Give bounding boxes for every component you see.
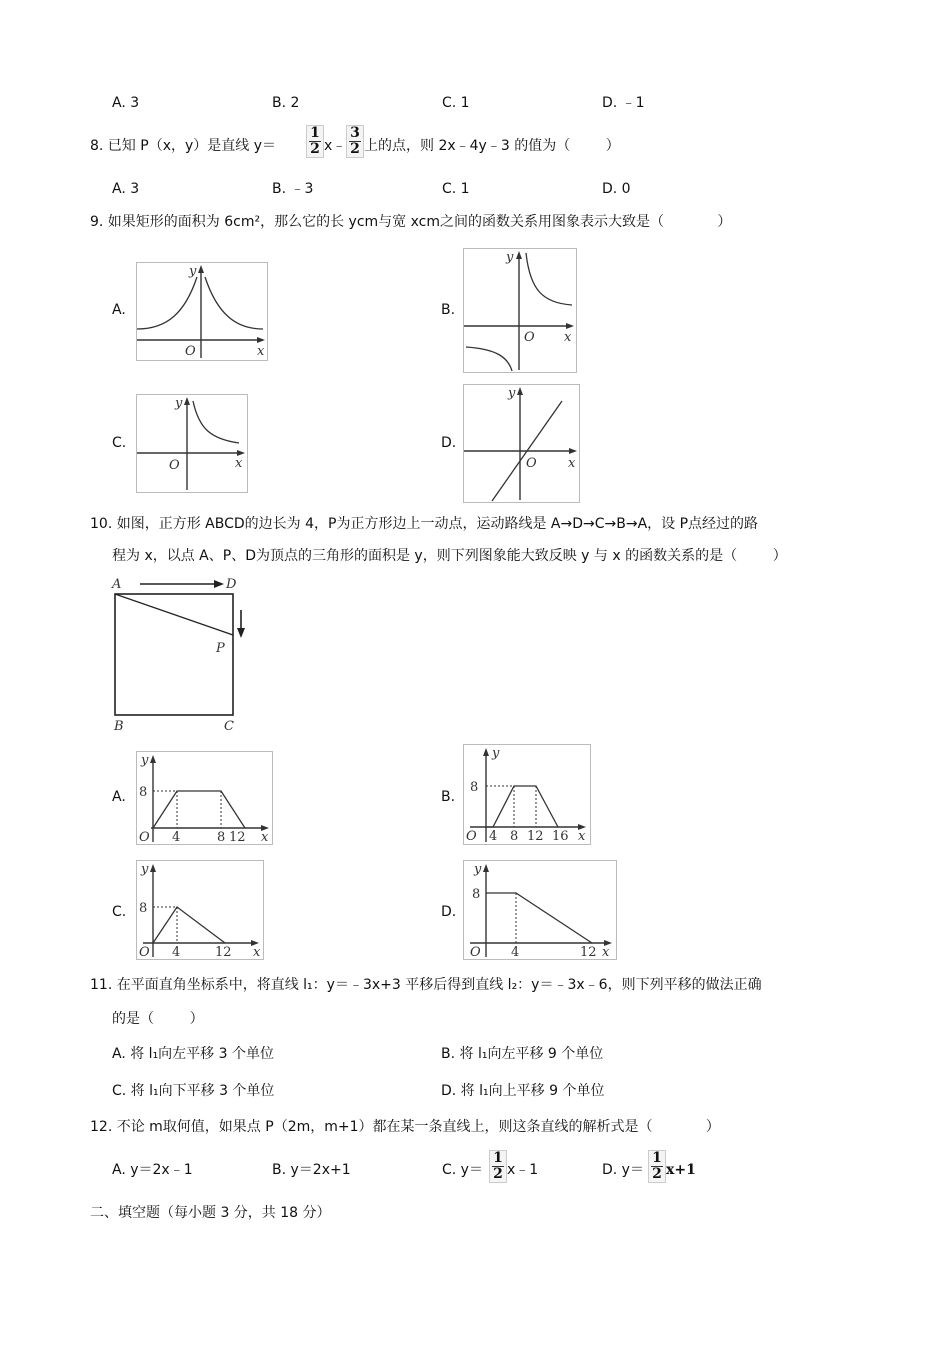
q12-option-c-fraction: 1 2: [489, 1150, 507, 1183]
q11-stem-line2: 的是（ ）: [112, 1011, 204, 1027]
q10b-origin-label: O: [466, 829, 477, 844]
q9c-origin-label: O: [169, 458, 180, 473]
q9-graph-c: [136, 394, 248, 493]
q8-option-d: D. 0: [602, 181, 631, 197]
section-2-heading: 二、填空题（每小题 3 分，共 18 分）: [90, 1205, 331, 1221]
q8-stem-pre: 8. 已知 P（x，y）是直线 y＝: [90, 138, 277, 154]
q10b-x-label: x: [578, 829, 586, 844]
q10-graph-b: [463, 744, 591, 845]
q10d-x-label: x: [602, 945, 610, 959]
q11-option-a: A. 将 l₁向左平移 3 个单位: [112, 1046, 274, 1062]
q9-label-d: D.: [441, 435, 457, 451]
q12-stem: 12. 不论 m取何值，如果点 P（2m，m+1）都在某一条直线上，则这条直线的解析式是（ ）: [90, 1119, 720, 1135]
q10-label-c: C.: [112, 904, 127, 920]
q9-label-b: B.: [441, 302, 456, 318]
q8-fraction-1: 1 2: [306, 125, 324, 158]
q9-label-a: A.: [112, 302, 126, 318]
q12-option-a: A. y＝2x﹣1: [112, 1162, 193, 1178]
q9b-origin-label: O: [524, 330, 535, 345]
q10d-tick-y8: 8: [472, 887, 481, 902]
q9c-y-label: y: [175, 396, 183, 411]
q10b-tick-y8: 8: [470, 780, 479, 795]
q10a-tick-x8: 8: [217, 830, 226, 844]
q10c-tick-x4: 4: [172, 945, 181, 959]
q10b-tick-x12: 12: [527, 829, 544, 844]
q10b-y-label: y: [492, 746, 500, 761]
q12-option-d-pre: D. y＝: [602, 1162, 644, 1178]
q10-graph-a: [136, 751, 273, 845]
q10a-origin-label: O: [139, 830, 150, 844]
q10-stem-line2: 程为 x，以点 A、P、D为顶点的三角形的面积是 y，则下列图象能大致反映 y 与 x 的函数关系的是（ ）: [112, 548, 787, 564]
q9a-y-label: y: [189, 264, 197, 279]
q10-graph-c: [136, 860, 264, 960]
q12-option-d-post: x+1: [666, 1162, 696, 1178]
q10a-tick-y8: 8: [139, 785, 148, 800]
q10b-tick-x8: 8: [510, 829, 519, 844]
q10-stem-line1: 10. 如图，正方形 ABCD的边长为 4，P为正方形边上一动点，运动路线是 A→D→C→B→A，设 P点经过的路: [90, 516, 759, 532]
square-label-d: D: [226, 577, 237, 592]
q9-graph-d: [463, 384, 580, 503]
q9a-origin-label: O: [185, 344, 196, 359]
square-label-a: A: [112, 577, 122, 592]
q9a-x-label: x: [257, 344, 265, 359]
q10d-tick-x12: 12: [580, 945, 597, 959]
q10a-y-label: y: [141, 753, 149, 768]
q10a-x-label: x: [261, 830, 269, 844]
q7-option-c: C. 1: [442, 95, 470, 111]
q12-option-d-fraction: 1 2: [648, 1150, 666, 1183]
q9d-origin-label: O: [526, 456, 537, 471]
q9d-x-label: x: [568, 456, 576, 471]
q10-graph-d: [463, 860, 617, 960]
q9-stem: 9. 如果矩形的面积为 6cm²，那么它的长 ycm与宽 xcm之间的函数关系用图象表示大致是（ ）: [90, 214, 732, 230]
q7-option-b: B. 2: [272, 95, 300, 111]
q9b-x-label: x: [564, 330, 572, 345]
q7-option-d: D. ﹣1: [602, 95, 645, 111]
q10-label-a: A.: [112, 789, 126, 805]
q10d-y-label: y: [474, 862, 482, 877]
q10d-origin-label: O: [470, 945, 481, 959]
q8-option-c: C. 1: [442, 181, 470, 197]
q10-label-b: B.: [441, 789, 456, 805]
q9-label-c: C.: [112, 435, 127, 451]
q10b-tick-x16: 16: [552, 829, 569, 844]
q9c-x-label: x: [235, 456, 243, 471]
q11-stem-line1: 11. 在平面直角坐标系中，将直线 l₁：y＝﹣3x+3 平移后得到直线 l₂：y＝﹣3x﹣6，则下列平移的做法正确: [90, 977, 762, 993]
q12-option-c-post: x﹣1: [507, 1162, 539, 1178]
q10-square-figure: [110, 574, 246, 734]
q10c-origin-label: O: [139, 945, 150, 959]
q10b-tick-x4: 4: [489, 829, 498, 844]
square-label-c: C: [224, 719, 234, 734]
square-label-b: B: [114, 719, 124, 734]
q9-graph-a: [136, 262, 268, 361]
q12-option-c-pre: C. y＝: [442, 1162, 483, 1178]
q9-graph-b: [463, 248, 577, 373]
q12-option-b: B. y＝2x+1: [272, 1162, 351, 1178]
q8-stem-mid: x﹣: [324, 138, 347, 154]
q9b-y-label: y: [506, 250, 514, 265]
q7-option-a: A. 3: [112, 95, 140, 111]
q8-option-a: A. 3: [112, 181, 140, 197]
q10a-tick-x4: 4: [172, 830, 181, 844]
q8-fraction-2: 3 2: [346, 125, 364, 158]
q11-option-d: D. 将 l₁向上平移 9 个单位: [441, 1083, 605, 1099]
q8-option-b: B. ﹣3: [272, 181, 314, 197]
q10a-tick-x12: 12: [229, 830, 246, 844]
q10c-tick-y8: 8: [139, 901, 148, 916]
q10-label-d: D.: [441, 904, 457, 920]
q10d-tick-x4: 4: [511, 945, 520, 959]
square-label-p: P: [216, 641, 225, 656]
q10c-x-label: x: [253, 945, 261, 959]
q10c-tick-x12: 12: [215, 945, 232, 959]
q9d-y-label: y: [508, 386, 516, 401]
q8-stem-post: 上的点，则 2x﹣4y﹣3 的值为（ ）: [364, 138, 620, 154]
q11-option-b: B. 将 l₁向左平移 9 个单位: [441, 1046, 604, 1062]
q11-option-c: C. 将 l₁向下平移 3 个单位: [112, 1083, 275, 1099]
q10c-y-label: y: [141, 862, 149, 877]
